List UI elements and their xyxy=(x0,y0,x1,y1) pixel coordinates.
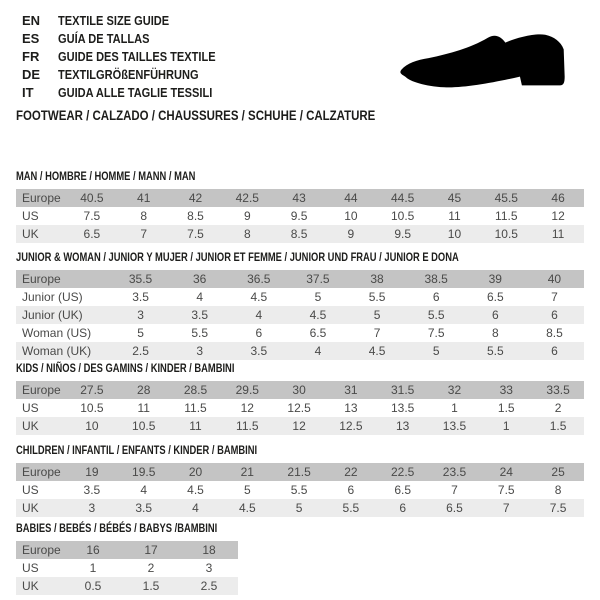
size-value-cell: 31.5 xyxy=(391,383,415,397)
size-value-cell: 6.5 xyxy=(446,501,463,515)
row-label-cell: US xyxy=(22,561,39,575)
size-value-cell: 13 xyxy=(396,419,410,433)
size-value-cell: 28.5 xyxy=(183,383,208,397)
size-value-cell: 27.5 xyxy=(80,383,104,397)
size-value-cell: 5 xyxy=(432,344,440,358)
size-value-cell: 4 xyxy=(196,290,204,304)
size-value-cell: 2.5 xyxy=(200,579,218,593)
size-value-cell: 3 xyxy=(137,308,144,322)
size-value-cell: 1.5 xyxy=(549,419,567,433)
size-value-cell: 5.5 xyxy=(368,290,386,304)
language-guide-title: TEXTILGRÖßENFÜHRUNG xyxy=(58,67,199,82)
size-value-cell: 4.5 xyxy=(368,344,386,358)
language-row-it xyxy=(22,84,243,102)
size-table-row xyxy=(16,306,584,324)
row-label-cell: UK xyxy=(22,579,39,593)
table-title-text: CHILDREN / INFANTIL / ENFANTS / KINDER / BAMBINI xyxy=(16,443,258,457)
row-label-cell: UK xyxy=(22,501,39,515)
size-value-cell: 10.5 xyxy=(494,227,518,241)
size-value-cell: 0.5 xyxy=(84,579,102,593)
language-row-es xyxy=(22,30,243,48)
size-value-cell: 13.5 xyxy=(391,401,415,415)
size-value-cell: 5.5 xyxy=(427,308,445,322)
size-value-cell: 6 xyxy=(399,501,407,515)
size-value-cell: 40.5 xyxy=(80,191,104,205)
size-value-cell: 3.5 xyxy=(132,290,149,304)
size-value-cell: 8 xyxy=(140,209,148,223)
size-value-cell: 7.5 xyxy=(549,501,567,515)
size-value-cell: 7.5 xyxy=(427,326,445,340)
size-value-cell: 6 xyxy=(347,483,355,497)
size-value-cell: 19.5 xyxy=(132,465,156,479)
size-value-cell: 8.5 xyxy=(290,227,308,241)
language-code: DE xyxy=(22,67,41,82)
size-value-cell: 44.5 xyxy=(391,191,415,205)
row-label-cell: UK xyxy=(22,227,39,241)
size-value-cell: 9.5 xyxy=(290,209,308,223)
size-table-row xyxy=(16,481,584,499)
size-value-cell: 8 xyxy=(491,326,499,340)
size-value-cell: 1 xyxy=(502,419,510,433)
size-value-cell: 11.5 xyxy=(236,419,259,433)
row-label-cell: US xyxy=(22,209,39,223)
size-value-cell: 12 xyxy=(292,419,306,433)
size-table-junior-woman xyxy=(16,270,584,360)
row-label-cell: US xyxy=(22,483,39,497)
size-value-cell: 5 xyxy=(137,326,144,340)
size-value-cell: 3.5 xyxy=(250,344,268,358)
size-value-cell: 42 xyxy=(188,191,203,205)
size-value-cell: 12.5 xyxy=(287,401,311,415)
size-value-cell: 33.5 xyxy=(546,383,570,397)
size-value-cell: 36.5 xyxy=(247,272,271,286)
language-row-en xyxy=(22,12,243,30)
row-label-cell: Europe xyxy=(22,543,61,557)
language-guide-title: GUIDE DES TAILLES TEXTILE xyxy=(58,49,216,64)
row-label-cell: Europe xyxy=(22,191,61,205)
size-table-row xyxy=(16,541,238,559)
size-value-cell: 1.5 xyxy=(497,401,515,415)
size-table-section-children xyxy=(16,444,584,517)
size-value-cell: 3 xyxy=(88,501,96,515)
size-table-row xyxy=(16,288,584,306)
size-value-cell: 4 xyxy=(255,308,263,322)
language-guide-title: GUIDA ALLE TAGLIE TESSILI xyxy=(58,85,213,100)
size-value-cell: 2 xyxy=(554,401,562,415)
size-table-row xyxy=(16,207,584,225)
size-value-cell: 41 xyxy=(137,191,151,205)
size-value-cell: 4.5 xyxy=(250,290,268,304)
size-value-cell: 3.5 xyxy=(83,483,101,497)
size-value-cell: 4 xyxy=(192,501,199,515)
size-value-cell: 32 xyxy=(447,383,462,397)
size-table-row xyxy=(16,463,584,481)
size-value-cell: 3.5 xyxy=(135,501,153,515)
table-title xyxy=(16,170,584,183)
size-value-cell: 10 xyxy=(447,227,462,241)
table-title-text: JUNIOR & WOMAN / JUNIOR Y MUJER / JUNIOR ET FEMME / JUNIOR UND FRAU / JUNIOR E DONA xyxy=(16,250,459,264)
size-value-cell: 5.5 xyxy=(290,483,308,497)
row-label-cell: Junior (US) xyxy=(22,290,83,304)
size-value-cell: 19 xyxy=(85,465,99,479)
category-heading xyxy=(16,108,439,124)
size-value-cell: 10.5 xyxy=(132,419,156,433)
language-guide-title: GUÍA DE TALLAS xyxy=(58,31,150,46)
size-value-cell: 2 xyxy=(147,561,155,575)
size-value-cell: 5.5 xyxy=(486,344,504,358)
size-value-cell: 38 xyxy=(370,272,384,286)
size-table-section-junior-woman xyxy=(16,251,584,360)
size-value-cell: 45.5 xyxy=(494,191,518,205)
size-value-cell: 9.5 xyxy=(394,227,412,241)
size-value-cell: 4.5 xyxy=(238,501,256,515)
language-guide-title: TEXTILE SIZE GUIDE xyxy=(58,13,170,28)
size-value-cell: 5.5 xyxy=(191,326,209,340)
size-value-cell: 8 xyxy=(243,227,251,241)
size-value-cell: 7.5 xyxy=(187,227,204,241)
size-value-cell: 9 xyxy=(347,227,355,241)
size-value-cell: 20 xyxy=(188,465,203,479)
table-title-text: BABIES / BEBÉS / BÉBÉS / BABYS /BAMBINI xyxy=(16,521,218,535)
size-value-cell: 22 xyxy=(344,465,358,479)
size-table-row xyxy=(16,417,584,435)
row-label-cell: Junior (UK) xyxy=(22,308,83,322)
size-value-cell: 33 xyxy=(499,383,513,397)
size-value-cell: 11 xyxy=(448,209,461,223)
size-value-cell: 6.5 xyxy=(83,227,101,241)
size-value-cell: 6.5 xyxy=(309,326,327,340)
size-value-cell: 6.5 xyxy=(486,290,504,304)
language-guide-block xyxy=(22,12,243,102)
size-value-cell: 23.5 xyxy=(442,465,467,479)
size-value-cell: 9 xyxy=(243,209,251,223)
size-value-cell: 5 xyxy=(314,290,322,304)
size-value-cell: 18 xyxy=(202,543,216,557)
size-value-cell: 11 xyxy=(189,419,202,433)
size-table-babies xyxy=(16,541,238,595)
row-label-cell: Europe xyxy=(22,465,61,479)
size-value-cell: 7 xyxy=(502,501,510,515)
row-label-cell: Europe xyxy=(22,272,61,286)
table-title xyxy=(16,251,584,264)
size-value-cell: 1.5 xyxy=(142,579,160,593)
language-row-de xyxy=(22,66,243,84)
size-value-cell: 21.5 xyxy=(287,465,311,479)
size-value-cell: 30 xyxy=(292,383,306,397)
size-value-cell: 37.5 xyxy=(306,272,330,286)
size-value-cell: 6 xyxy=(551,344,558,358)
size-value-cell: 36 xyxy=(193,272,207,286)
size-value-cell: 12 xyxy=(551,209,565,223)
size-value-cell: 11 xyxy=(551,227,565,241)
size-value-cell: 45 xyxy=(447,191,462,205)
size-value-cell: 28 xyxy=(137,383,151,397)
size-value-cell: 8.5 xyxy=(187,209,204,223)
size-table-row xyxy=(16,225,584,243)
size-value-cell: 6 xyxy=(255,326,263,340)
size-value-cell: 3 xyxy=(196,344,204,358)
size-value-cell: 7.5 xyxy=(83,209,101,223)
size-value-cell: 7 xyxy=(451,483,458,497)
size-value-cell: 6 xyxy=(491,308,499,322)
size-table-row xyxy=(16,559,238,577)
size-table-section-babies xyxy=(16,522,584,595)
size-value-cell: 10.5 xyxy=(391,209,415,223)
size-value-cell: 11 xyxy=(137,401,150,415)
table-title-text: KIDS / NIÑOS / DES GAMINS / KINDER / BAMBINI xyxy=(16,361,235,375)
size-value-cell: 44 xyxy=(344,191,358,205)
language-code: FR xyxy=(22,49,40,64)
size-value-cell: 24 xyxy=(499,465,513,479)
size-value-cell: 21 xyxy=(240,465,254,479)
size-value-cell: 7.5 xyxy=(497,483,515,497)
size-value-cell: 10.5 xyxy=(80,401,104,415)
size-value-cell: 8 xyxy=(554,483,562,497)
table-title xyxy=(16,444,584,457)
table-title xyxy=(16,522,584,535)
language-code: IT xyxy=(22,85,34,100)
size-value-cell: 10 xyxy=(85,419,99,433)
size-table-row xyxy=(16,381,584,399)
size-value-cell: 16 xyxy=(86,543,100,557)
size-value-cell: 8.5 xyxy=(546,326,563,340)
size-value-cell: 1 xyxy=(451,401,458,415)
size-value-cell: 42.5 xyxy=(235,191,259,205)
size-value-cell: 13.5 xyxy=(442,419,467,433)
size-table-section-man xyxy=(16,170,584,243)
size-value-cell: 17 xyxy=(144,543,158,557)
category-heading-text: FOOTWEAR / CALZADO / CHAUSSURES / SCHUHE / CALZATURE xyxy=(16,108,376,123)
size-value-cell: 46 xyxy=(551,191,565,205)
size-value-cell: 7 xyxy=(140,227,148,241)
size-value-cell: 13 xyxy=(344,401,358,415)
size-value-cell: 35.5 xyxy=(128,272,153,286)
size-value-cell: 12.5 xyxy=(339,419,363,433)
language-code: ES xyxy=(22,31,40,46)
row-label-cell: US xyxy=(22,401,39,415)
size-value-cell: 4.5 xyxy=(187,483,204,497)
size-value-cell: 7 xyxy=(373,326,381,340)
size-value-cell: 1 xyxy=(89,561,97,575)
size-value-cell: 6 xyxy=(551,308,558,322)
row-label-cell: Woman (UK) xyxy=(22,344,92,358)
size-value-cell: 4 xyxy=(140,483,148,497)
size-value-cell: 5 xyxy=(295,501,303,515)
size-value-cell: 29.5 xyxy=(235,383,259,397)
size-table-row xyxy=(16,189,584,207)
size-value-cell: 4.5 xyxy=(309,308,327,322)
row-label-cell: Woman (US) xyxy=(22,326,92,340)
size-value-cell: 38.5 xyxy=(424,272,448,286)
size-value-cell: 25 xyxy=(551,465,565,479)
dress-shoe-icon xyxy=(396,28,570,98)
table-title xyxy=(16,362,584,375)
size-value-cell: 3 xyxy=(205,561,213,575)
size-value-cell: 5 xyxy=(243,483,251,497)
size-value-cell: 5.5 xyxy=(342,501,360,515)
size-value-cell: 43 xyxy=(292,191,306,205)
size-table-row xyxy=(16,324,584,342)
size-table-kids xyxy=(16,381,584,435)
size-value-cell: 11.5 xyxy=(184,401,207,415)
row-label-cell: UK xyxy=(22,419,39,433)
size-table-row xyxy=(16,399,584,417)
table-title-text: MAN / HOMBRE / HOMME / MANN / MAN xyxy=(16,169,196,183)
size-value-cell: 10 xyxy=(344,209,358,223)
size-table-section-kids xyxy=(16,362,584,435)
size-table-man xyxy=(16,189,584,243)
size-value-cell: 5 xyxy=(373,308,381,322)
size-table-children xyxy=(16,463,584,517)
size-value-cell: 11.5 xyxy=(495,209,518,223)
size-table-row xyxy=(16,499,584,517)
size-value-cell: 3.5 xyxy=(191,308,209,322)
language-code: EN xyxy=(22,13,41,28)
row-label-cell: Europe xyxy=(22,383,61,397)
size-value-cell: 39 xyxy=(488,272,502,286)
size-value-cell: 12 xyxy=(240,401,254,415)
size-value-cell: 7 xyxy=(551,290,558,304)
size-value-cell: 31 xyxy=(344,383,358,397)
size-value-cell: 22.5 xyxy=(391,465,415,479)
size-table-row xyxy=(16,342,584,360)
size-table-row xyxy=(16,270,584,288)
size-table-row xyxy=(16,577,238,595)
size-value-cell: 2.5 xyxy=(132,344,149,358)
language-row-fr xyxy=(22,48,243,66)
size-value-cell: 4 xyxy=(314,344,322,358)
size-value-cell: 6 xyxy=(432,290,440,304)
size-value-cell: 6.5 xyxy=(394,483,412,497)
size-value-cell: 40 xyxy=(547,272,562,286)
